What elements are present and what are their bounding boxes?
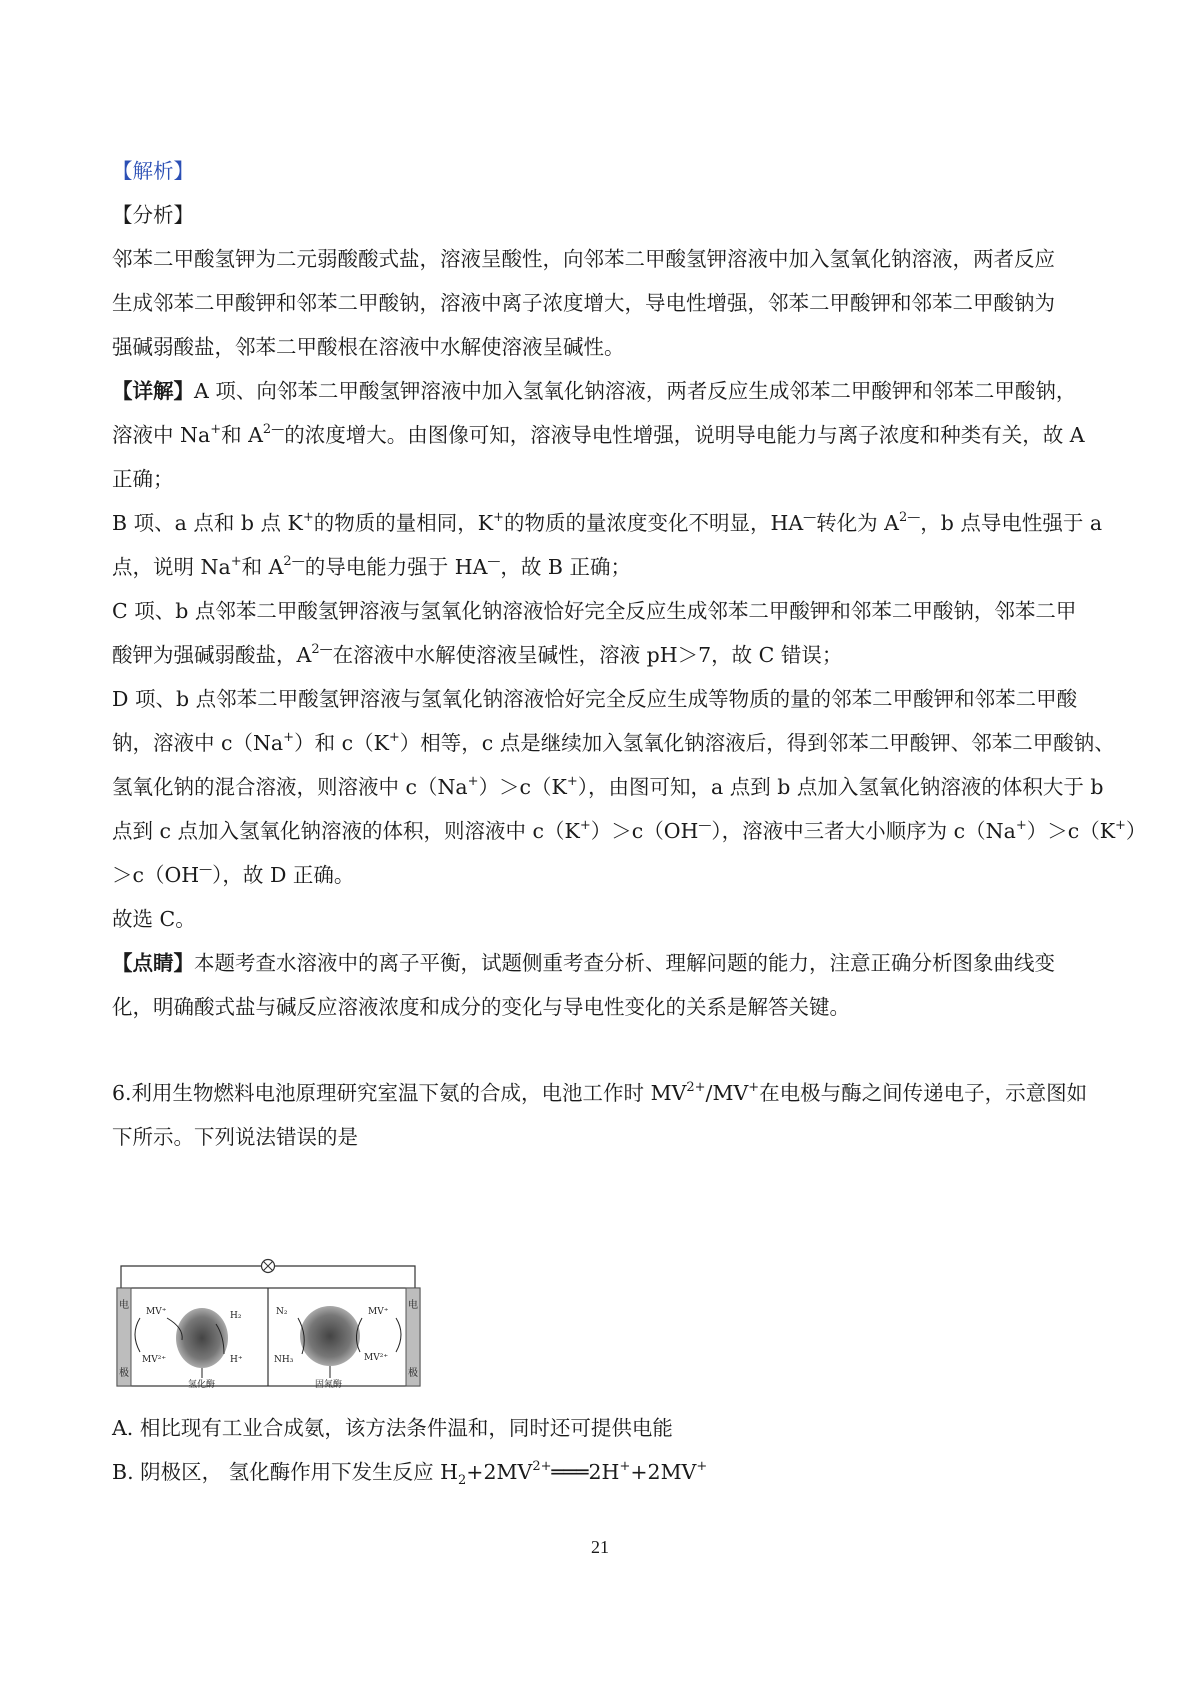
label-hplus: H⁺ bbox=[230, 1355, 243, 1365]
text: 的物质的量相同，K bbox=[313, 511, 494, 535]
text: +2MV bbox=[630, 1460, 697, 1484]
text: 点到 c 点加入氢氧化钠溶液的体积，则溶液中 c（K bbox=[112, 819, 580, 843]
label-hydrogenase: 氢化酶 bbox=[188, 1380, 216, 1390]
text: 在溶液中水解使溶液呈碱性，溶液 pH＞7，故 C 错误； bbox=[332, 643, 843, 667]
text: 酸钾为强碱弱酸盐，A bbox=[112, 643, 312, 667]
text: A 项、向邻苯二甲酸氢钾溶液中加入氢氧化钠溶液，两者反应生成邻苯二甲酸钾和邻苯二甲酸钠， bbox=[194, 379, 1077, 403]
text: B. 阴极区， 氢化酶作用下发生反应 H bbox=[112, 1460, 459, 1484]
text: B 项、a 点和 b 点 K bbox=[112, 511, 303, 535]
text: 6.利用生物燃料电池原理研究室温下氨的合成，电池工作时 MV bbox=[112, 1081, 687, 1105]
text: ＞c（OH bbox=[112, 863, 200, 887]
superscript: + bbox=[696, 1459, 708, 1475]
superscript: 2+ bbox=[532, 1459, 552, 1475]
text: ═══2H bbox=[551, 1460, 620, 1484]
superscript: 2+ bbox=[686, 1080, 706, 1096]
superscript: + bbox=[748, 1080, 760, 1096]
fenxi-line-3: 强碱弱酸盐，邻苯二甲酸根在溶液中水解使溶液呈碱性。 bbox=[112, 335, 625, 359]
label-nitrogenase: 固氮酶 bbox=[315, 1380, 343, 1390]
xiangjie-a-line-3: 正确； bbox=[112, 467, 174, 491]
text: ，故 B 正确； bbox=[500, 555, 632, 579]
label-n2: N₂ bbox=[276, 1307, 288, 1317]
nitrogenase-enzyme bbox=[300, 1306, 360, 1366]
fenxi-line-1: 邻苯二甲酸氢钾为二元弱酸酸式盐，溶液呈酸性，向邻苯二甲酸氢钾溶液中加入氢氧化钠溶液，两者反应 bbox=[112, 247, 1055, 271]
superscript: + bbox=[566, 774, 578, 790]
xiangjie-a-line-1 bbox=[112, 378, 1076, 404]
subscript: 2 bbox=[458, 1473, 467, 1489]
superscript: + bbox=[302, 510, 314, 526]
text: 和 A bbox=[221, 423, 263, 447]
superscript: + bbox=[210, 422, 222, 438]
text: 溶液中 Na bbox=[112, 423, 211, 447]
text: ）＞c（K bbox=[1026, 819, 1116, 843]
text: ），由图可知，a 点到 b 点加入氢氧化钠溶液的体积大于 b bbox=[577, 775, 1104, 799]
right-electrode-label-1: 电 bbox=[408, 1300, 418, 1311]
text: 的浓度增大。由图像可知，溶液导电性增强，说明导电能力与离子浓度和种类有关，故 A bbox=[284, 423, 1085, 447]
section-dianjing-heading: 【点睛】 bbox=[112, 951, 194, 975]
text: ，b 点导电性强于 a bbox=[920, 511, 1103, 535]
text: 在电极与酶之间传递电子，示意图如 bbox=[759, 1081, 1088, 1105]
text: 点，说明 Na bbox=[112, 555, 231, 579]
superscript: 2— bbox=[898, 510, 921, 526]
right-electrode-label-2: 极 bbox=[408, 1368, 418, 1379]
label-mv-2plus-left: MV²⁺ bbox=[142, 1355, 167, 1365]
xiangjie-d-line-2 bbox=[112, 730, 1115, 756]
superscript: — bbox=[803, 510, 817, 526]
xiangjie-d-line-4 bbox=[112, 818, 1146, 844]
superscript: + bbox=[283, 730, 295, 746]
superscript: + bbox=[493, 510, 504, 526]
text: 和 A bbox=[241, 555, 284, 579]
xiangjie-d-line-3 bbox=[112, 774, 1104, 800]
fuel-cell-diagram bbox=[112, 1256, 432, 1391]
xiangjie-a-line-2 bbox=[112, 422, 1085, 448]
superscript: + bbox=[1015, 818, 1027, 834]
xiangjie-c-line-1: C 项、b 点邻苯二甲酸氢钾溶液与氢氧化钠溶液恰好完全反应生成邻苯二甲酸钾和邻苯二甲酸钠，邻苯二甲 bbox=[112, 599, 1077, 623]
left-electrode-label-1: 电 bbox=[119, 1300, 129, 1311]
hydrogenase-enzyme bbox=[176, 1308, 228, 1368]
xiangjie-c-line-2 bbox=[112, 642, 842, 668]
superscript: 2— bbox=[311, 642, 333, 658]
dianjing-line-2: 化，明确酸式盐与碱反应溶液浓度和成分的变化与导电性变化的关系是解答关键。 bbox=[112, 995, 850, 1019]
text: ），故 D 正确。 bbox=[212, 863, 355, 887]
text: ），溶液中三者大小顺序为 c（Na bbox=[711, 819, 1016, 843]
option-b bbox=[112, 1459, 708, 1489]
text: 氢氧化钠的混合溶液，则溶液中 c（Na bbox=[112, 775, 468, 799]
superscript: — bbox=[199, 862, 213, 878]
superscript: + bbox=[619, 1459, 631, 1475]
xiangjie-d-line-5 bbox=[112, 862, 354, 888]
superscript: + bbox=[1115, 818, 1126, 834]
label-mv-2plus-right: MV²⁺ bbox=[364, 1353, 389, 1363]
text: ）相等，c 点是继续加入氢氧化钠溶液后，得到邻苯二甲酸钾、邻苯二甲酸钠、 bbox=[399, 731, 1115, 755]
text: 的导电能力强于 HA bbox=[304, 555, 488, 579]
superscript: 2— bbox=[283, 554, 305, 570]
label-nh3: NH₃ bbox=[274, 1355, 294, 1365]
text: 的物质的量浓度变化不明显，HA bbox=[503, 511, 804, 535]
text: ） bbox=[1125, 819, 1147, 843]
question-6-line-2: 下所示。下列说法错误的是 bbox=[112, 1125, 358, 1149]
text: +2MV bbox=[466, 1460, 533, 1484]
section-fenxi-heading: 【分析】 bbox=[112, 203, 194, 227]
xiangjie-d-line-1: D 项、b 点邻苯二甲酸氢钾溶液与氢氧化钠溶液恰好完全反应生成等物质的量的邻苯二甲酸钾和邻苯二甲酸 bbox=[112, 687, 1078, 711]
section-jiexi-heading: 【解析】 bbox=[112, 159, 194, 183]
page-number: 21 bbox=[591, 1537, 609, 1557]
xiangjie-b-line-1 bbox=[112, 510, 1102, 536]
text: /MV bbox=[705, 1081, 749, 1105]
xiangjie-b-line-2 bbox=[112, 554, 631, 580]
superscript: + bbox=[579, 818, 591, 834]
text: 钠，溶液中 c（Na bbox=[112, 731, 284, 755]
answer-line: 故选 C。 bbox=[112, 907, 196, 931]
text: ）＞c（OH bbox=[590, 819, 699, 843]
text: 本题考查水溶液中的离子平衡，试题侧重考查分析、理解问题的能力，注意正确分析图象曲线变 bbox=[194, 951, 1055, 975]
label-h2: H₂ bbox=[230, 1311, 242, 1321]
dianjing-line-1 bbox=[112, 950, 1055, 976]
superscript: — bbox=[487, 554, 501, 570]
option-a: A. 相比现有工业合成氨，该方法条件温和，同时还可提供电能 bbox=[112, 1416, 673, 1440]
superscript: — bbox=[698, 818, 712, 834]
left-electrode-label-2: 极 bbox=[119, 1368, 129, 1379]
superscript: + bbox=[230, 554, 242, 570]
label-mv-plus-left: MV⁺ bbox=[146, 1307, 167, 1317]
fenxi-line-2: 生成邻苯二甲酸钾和邻苯二甲酸钠，溶液中离子浓度增大，导电性增强，邻苯二甲酸钾和邻苯二甲酸钠为 bbox=[112, 291, 1055, 315]
text: ）＞c（K bbox=[478, 775, 567, 799]
text: ）和 c（K bbox=[294, 731, 389, 755]
text: 转化为 A bbox=[816, 511, 899, 535]
section-xiangjie-heading: 【详解】 bbox=[112, 379, 194, 403]
question-6-line-1 bbox=[112, 1080, 1087, 1106]
superscript: + bbox=[388, 730, 400, 746]
superscript: 2— bbox=[262, 422, 285, 438]
label-mv-plus-right: MV⁺ bbox=[368, 1307, 389, 1317]
superscript: + bbox=[467, 774, 479, 790]
